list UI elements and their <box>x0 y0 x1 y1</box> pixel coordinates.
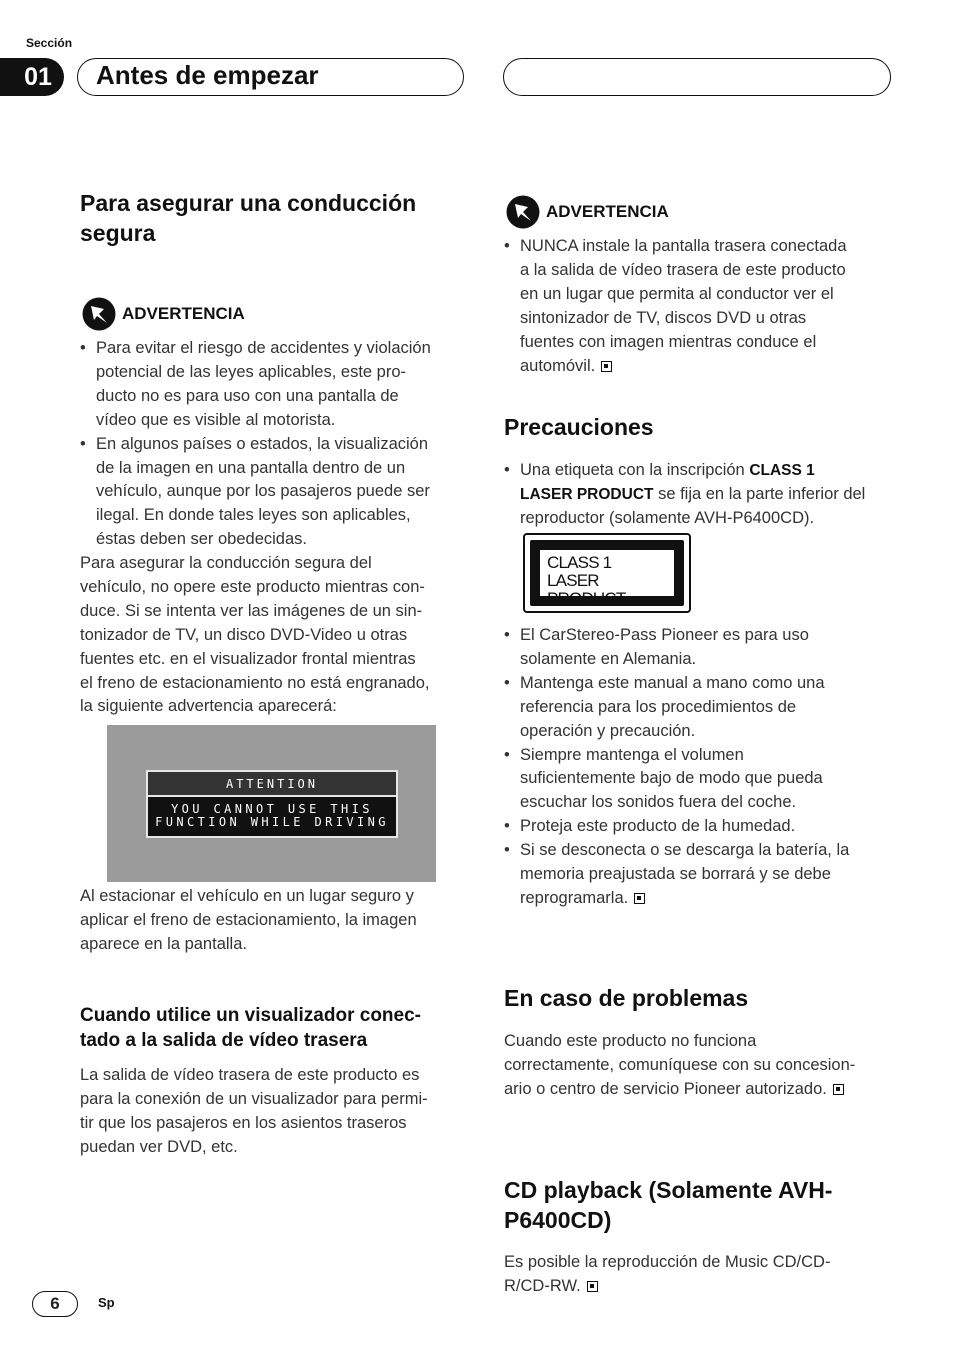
empty-title-frame <box>503 58 891 96</box>
attention-message: YOU CANNOT USE THIS FUNCTION WHILE DRIVING <box>155 802 389 829</box>
paragraph-rear-video: La salida de vídeo trasera de este producto es para la conexión de un visualizador para permi- tir que los pasajeros en los asientos traseros puedan ver DVD, etc. <box>80 1066 428 1156</box>
attention-screen-illustration <box>107 725 436 882</box>
end-mark-icon <box>601 361 612 372</box>
warning-header-left <box>82 297 245 331</box>
heading-rear-video: Cuando utilice un visualizador conec- tado a la salida de vídeo trasera <box>80 1005 421 1051</box>
section-number: 01 <box>0 58 64 96</box>
paragraph-parking: Al estacionar el vehículo en un lugar seguro y aplicar el freno de estacionamiento, la imagen aparece en la pantalla. <box>80 887 417 953</box>
language-code: Sp <box>98 1295 115 1310</box>
list-item: • Siempre mantenga el volumen suficientemente bajo de modo que pueda escuchar los sonidos fuera del coche. <box>504 744 904 816</box>
list-item: • Una etiqueta con la inscripción CLASS 1 LASER PRODUCT se fija en la parte inferior del reproductor (solamente AVH-P6400CD). <box>504 459 904 531</box>
class-label-list <box>504 459 904 531</box>
list-item: • NUNCA instale la pantalla trasera conectada a la salida de vídeo trasera de este producto en un lugar que permita al conductor ver el sintonizador de TV, discos DVD u otras fuentes con imagen mientras conduce el automóvil. <box>504 235 894 378</box>
heading-precauciones: Precauciones <box>504 414 654 440</box>
list-item: • Para evitar el riesgo de accidentes y violación potencial de las leyes aplicables, este pro- ducto no es para uso con una pantalla de vídeo que es visible al motorista. <box>80 337 470 433</box>
precautions-list <box>504 624 904 911</box>
warning-icon <box>82 297 116 331</box>
list-item: • El CarStereo-Pass Pioneer es para uso solamente en Alemania. <box>504 624 904 672</box>
laser-product-label: CLASS 1 LASER PRODUCT <box>523 533 691 613</box>
warning-icon <box>506 195 540 229</box>
chapter-title: Antes de empezar <box>96 60 319 90</box>
warning-list-left <box>80 337 470 552</box>
list-item: • Mantenga este manual a mano como una referencia para los procedimientos de operación y precaución. <box>504 672 904 744</box>
heading-problemas: En caso de problemas <box>504 985 749 1011</box>
list-item: • En algunos países o estados, la visualización de la imagen en una pantalla dentro de un vehículo, aunque por los pasajeros puede ser ilegal. En donde tales leyes son aplicables, éstas deben ser obedecidas. <box>80 433 470 553</box>
heading-safe-driving: Para asegurar una conducción segura <box>80 190 417 246</box>
end-mark-icon <box>833 1084 844 1095</box>
list-item: • Si se desconecta o se descarga la batería, la memoria preajustada se borrará y se debe reprogramarla. <box>504 839 904 911</box>
attention-title: ATTENTION <box>148 772 396 797</box>
paragraph-cd-playback: Es posible la reproducción de Music CD/CD- R/CD-RW. <box>504 1253 831 1295</box>
list-item: • Proteja este producto de la humedad. <box>504 815 904 839</box>
paragraph-safe-driving: Para asegurar la conducción segura del vehículo, no opere este producto mientras con- duce. Si se intenta ver las imágenes de un sin- tonizador de TV, un disco DVD-Video u otras fuentes etc. en el visualizador frontal mientras el freno de estacionamiento no está engranado, la siguiente advertencia aparecerá: <box>80 554 430 716</box>
warning-label: ADVERTENCIA <box>122 304 245 323</box>
section-label: Sección <box>26 36 73 50</box>
end-mark-icon <box>634 893 645 904</box>
end-mark-icon <box>587 1281 598 1292</box>
warning-label: ADVERTENCIA <box>546 202 669 221</box>
paragraph-problemas: Cuando este producto no funciona correctamente, comuníquese con su concesion- ario o centro de servicio Pioneer autorizado. <box>504 1032 856 1098</box>
warning-list-right <box>504 235 894 378</box>
warning-header-right <box>506 195 669 229</box>
page-number: 6 <box>32 1291 78 1317</box>
heading-cd-playback: CD playback (Solamente AVH- P6400CD) <box>504 1177 833 1233</box>
attention-dialog <box>146 770 398 838</box>
